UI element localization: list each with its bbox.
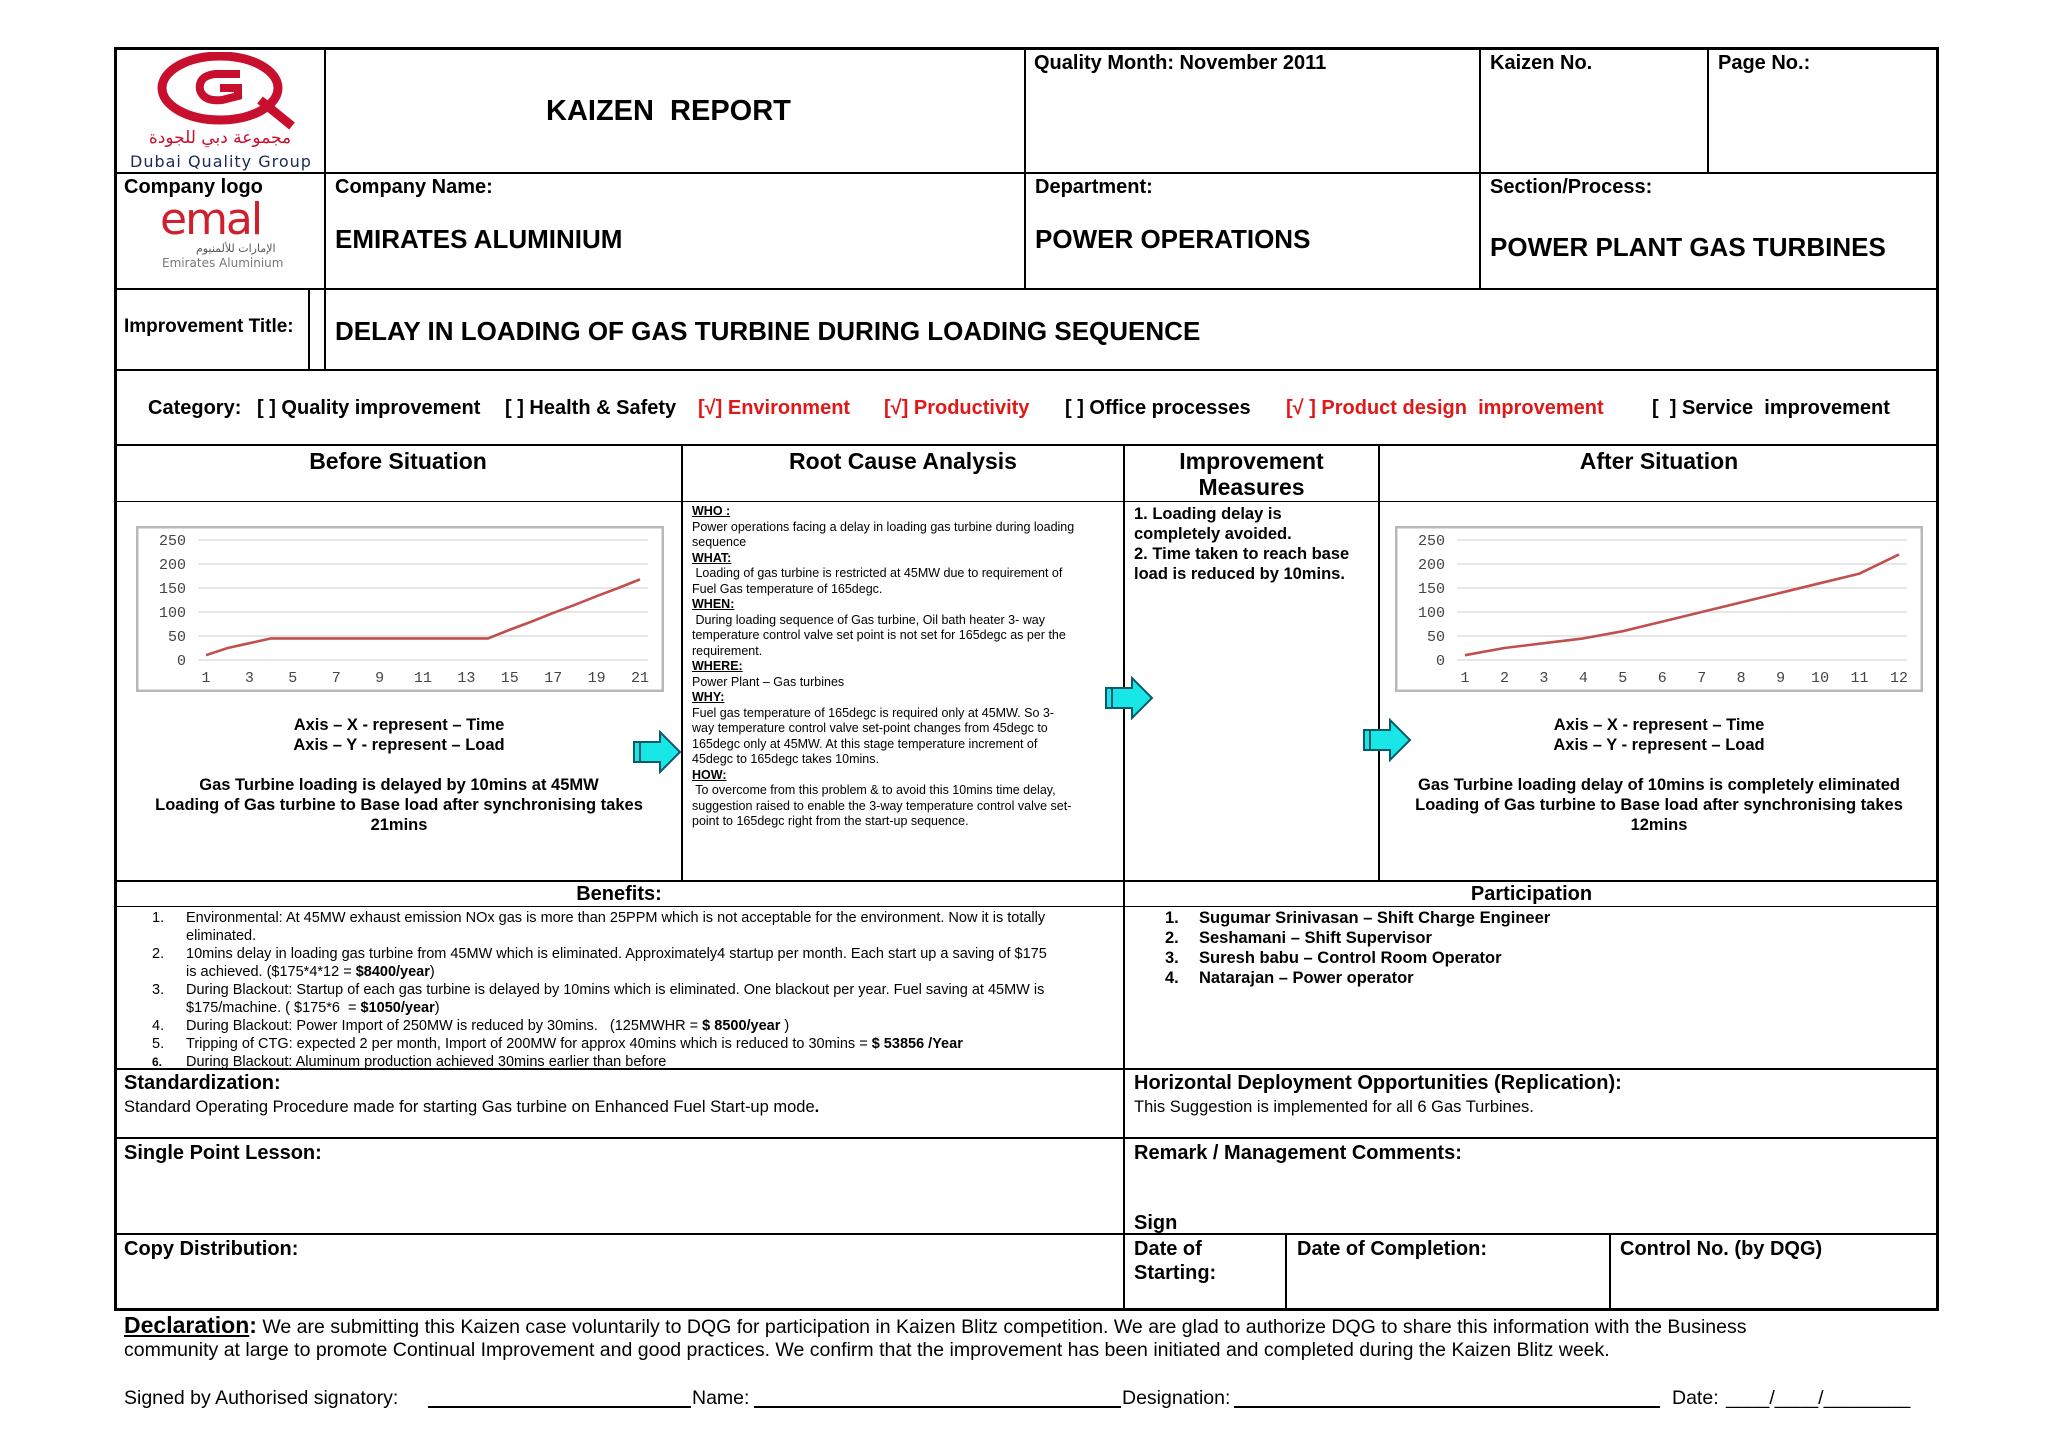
rule (1479, 47, 1481, 289)
chart-x-tick-label: 6 (1657, 670, 1667, 687)
department-value: POWER OPERATIONS (1035, 224, 1311, 254)
date-label: Date: (1672, 1387, 1719, 1409)
frame-border-left (114, 47, 117, 1311)
name-field[interactable] (754, 1406, 1121, 1408)
category-environment: [√] Environment (698, 397, 851, 419)
rule (1024, 47, 1026, 289)
date-of-completion: Date of Completion: (1297, 1238, 1487, 1260)
chart-x-tick-label: 12 (1889, 670, 1909, 687)
emal-logo-english: Emirates Aluminium (162, 256, 284, 270)
dqg-logo (120, 52, 320, 170)
rc-text: requirement. (692, 643, 763, 658)
chart-x-tick-label: 3 (244, 670, 254, 687)
improvement-title-label: Improvement Title: (124, 316, 294, 337)
benefit-item: 5. Tripping of CTG: expected 2 per month, Import of 200MW for approx 40mins which is reduced to 30mins = $ 53856 /Year (152, 1036, 963, 1052)
rc-what-heading: WHAT: (692, 550, 732, 565)
control-no: Control No. (by DQG) (1620, 1238, 1823, 1260)
category-label: Category: (148, 397, 242, 419)
benefit-item: 4. During Blackout: Power Import of 250MW is reduced by 30mins. (125MWHR = $ 8500/year ) (152, 1018, 790, 1034)
chart-x-tick-label: 10 (1811, 670, 1830, 687)
rc-why-heading: WHY: (692, 690, 725, 704)
rc-text: suggestion raised to enable the 3-way temperature control valve set- (692, 798, 1072, 813)
rule (1707, 47, 1709, 173)
after-note-2: Loading of Gas turbine to Base load after synchronising takes (1415, 796, 1903, 814)
rc-text: way temperature control valve set-point changes from 45degc to (692, 721, 1048, 735)
rc-text: To overcome from this problem & to avoid this 10mins time delay, (692, 783, 1056, 797)
category-product-design: [√ ] Product design improvement (1286, 397, 1604, 419)
rule (114, 444, 1939, 446)
participant-item: 2. Seshamani – Shift Supervisor (1165, 929, 1432, 947)
emal-logo-wordmark: emal (160, 194, 262, 245)
chart-y-tick-label: 150 (1417, 581, 1445, 598)
chart-x-tick-label: 7 (1697, 670, 1707, 687)
before-situation-title: Before Situation (309, 448, 487, 474)
frame-border-right (1936, 47, 1939, 1311)
benefit-item: 6. During Blackout: Aluminum production achieved 30mins earlier than before (152, 1054, 667, 1070)
participation-title: Participation (1470, 883, 1593, 905)
benefit-item: 2. 10mins delay in loading gas turbine from 45MW which is eliminated. Approximately4 startup per month. Each start up a saving of $175 is achieved. ($175*4*12 = $8400/year) (152, 946, 1047, 980)
chart-x-tick-label: 3 (1539, 670, 1549, 687)
benefits-title: Benefits: (576, 883, 662, 905)
date-of-starting-2: Starting: (1134, 1262, 1217, 1284)
section-label: Section/Process: (1490, 176, 1653, 198)
rule (114, 1233, 1939, 1235)
rule (1123, 444, 1125, 1310)
chart-x-tick-label: 9 (1776, 670, 1786, 687)
participant-item: 3. Suresh babu – Control Room Operator (1165, 949, 1502, 967)
chart-frame (1396, 527, 1922, 691)
measure-item: completely avoided. (1134, 525, 1292, 543)
rc-text: temperature control valve set point is not set for 165degc as per the (692, 628, 1066, 642)
category-productivity: [√] Productivity (884, 397, 1030, 419)
remark-sign: Sign (1134, 1212, 1178, 1234)
rc-text: Fuel gas temperature of 165degc is required only at 45MW. So 3- (692, 705, 1054, 720)
chart-x-tick-label: 19 (587, 670, 606, 687)
after-axis-x: Axis – X - represent – Time (1553, 716, 1765, 734)
rule (308, 288, 310, 370)
rule (114, 1137, 1939, 1139)
benefit-item: 1. Environmental: At 45MW exhaust emission NOx gas is more than 25PPM which is not acceptable for the environment. Now it is totally eliminated. (152, 910, 1046, 944)
page-no-label: Page No.: (1718, 52, 1811, 74)
arrow-right-icon (632, 730, 682, 774)
before-axis-x: Axis – X - represent – Time (293, 716, 505, 734)
declaration-line-1: Declaration: We are submitting this Kaizen case voluntarily to DQG for participation in Kaizen Blitz competition. We are glad to authorize DQG to share this information with the Business (124, 1312, 1747, 1338)
chart-frame (137, 527, 663, 691)
company-logo-label: Company logo (124, 176, 263, 198)
measure-item: 2. Time taken to reach base (1134, 545, 1350, 563)
dqg-logo-arabic: مجموعة دبي للجودة (148, 128, 292, 148)
before-axis-y: Axis – Y - represent – Load (293, 736, 505, 754)
participation-list (1165, 908, 1925, 988)
measures-title-1: Improvement (1179, 448, 1324, 474)
chart-y-tick-label: 100 (1417, 605, 1445, 622)
chart-x-tick-label: 17 (544, 670, 563, 687)
chart-x-tick-label: 7 (331, 670, 341, 687)
designation-field[interactable] (1234, 1406, 1660, 1408)
signed-by-field[interactable] (428, 1406, 691, 1408)
benefit-item: 3. During Blackout: Startup of each gas turbine is delayed by 10mins which is eliminated. One blackout per year. Fuel saving at 45MW is $175/machine. ( $175*6 = $1050/year) (152, 982, 1045, 1016)
chart-y-tick-label: 150 (158, 581, 186, 598)
single-point-lesson-title: Single Point Lesson: (124, 1142, 322, 1164)
dqg-logo-english: Dubai Quality Group (130, 152, 312, 171)
rc-text: During loading sequence of Gas turbine, Oil bath heater 3- way (692, 612, 1045, 627)
rule (1285, 1233, 1287, 1310)
chart-x-tick-label: 9 (375, 670, 385, 687)
participant-item: 1. Sugumar Srinivasan – Shift Charge Engineer (1165, 909, 1551, 927)
rc-where-heading: WHERE: (692, 659, 743, 673)
company-name-value: EMIRATES ALUMINIUM (335, 224, 623, 254)
remark-title: Remark / Management Comments: (1134, 1142, 1462, 1164)
signed-by-label: Signed by Authorised signatory: (124, 1387, 399, 1409)
chart-y-tick-label: 50 (167, 629, 186, 646)
rule (324, 47, 326, 370)
rc-text: sequence (692, 535, 747, 549)
quality-month: Quality Month: November 2011 (1034, 52, 1327, 74)
horizontal-title: Horizontal Deployment Opportunities (Replication): (1134, 1072, 1622, 1094)
rc-when-heading: WHEN: (692, 597, 735, 611)
standardization-text: Standard Operating Procedure made for starting Gas turbine on Enhanced Fuel Start-up mode. (124, 1098, 820, 1116)
chart-x-tick-label: 15 (500, 670, 519, 687)
rule (114, 501, 1939, 502)
rc-who-heading: WHO : (692, 504, 731, 518)
section-value: POWER PLANT GAS TURBINES (1490, 232, 1886, 262)
emal-logo-arabic: الإمارات للألمنيوم (196, 242, 276, 255)
kaizen-no-label: Kaizen No. (1490, 52, 1593, 74)
measures-title-2: Measures (1198, 474, 1305, 500)
chart-x-tick-label: 8 (1736, 670, 1746, 687)
dqg-logo-icon (120, 52, 320, 132)
root-cause-text (692, 504, 1122, 830)
rc-text: point to 165degc right from the start-up sequence. (692, 814, 969, 828)
after-note-3: 12mins (1630, 816, 1688, 834)
rc-text: Fuel Gas temperature of 165degc. (692, 581, 883, 596)
designation-label: Designation: (1122, 1387, 1231, 1409)
after-note-1: Gas Turbine loading delay of 10mins is completely eliminated (1418, 776, 1900, 794)
chart-x-tick-label: 2 (1499, 670, 1509, 687)
root-cause-title: Root Cause Analysis (789, 448, 1017, 474)
rc-text: 45degc to 165degc takes 10mins. (692, 752, 879, 766)
before-load-chart (136, 526, 664, 692)
rc-text: Power Plant – Gas turbines (692, 674, 845, 689)
measure-item: load is reduced by 10mins. (1134, 565, 1345, 583)
rule (114, 288, 1939, 290)
rc-text: Power operations facing a delay in loading gas turbine during loading (692, 519, 1075, 534)
frame-border-bottom (114, 1308, 1939, 1311)
company-name-label: Company Name: (335, 176, 493, 198)
category-quality: [ ] Quality improvement (257, 397, 481, 419)
department-label: Department: (1035, 176, 1153, 198)
chart-y-tick-label: 50 (1426, 629, 1445, 646)
chart-x-tick-label: 4 (1578, 670, 1588, 687)
standardization-title: Standardization: (124, 1072, 281, 1094)
rule (114, 172, 1939, 174)
date-of-starting-1: Date of (1134, 1238, 1202, 1260)
before-note-1: Gas Turbine loading is delayed by 10mins at 45MW (199, 776, 599, 794)
rule (114, 880, 1939, 882)
date-field[interactable]: ____/____/________ (1726, 1387, 1911, 1409)
chart-y-tick-label: 250 (1417, 533, 1445, 550)
rc-text: 165degc only at 45MW. At this stage temperature increment of (692, 736, 1038, 751)
measure-item: 1. Loading delay is (1134, 505, 1282, 523)
rule (114, 906, 1939, 907)
chart-x-tick-label: 13 (457, 670, 476, 687)
after-axis-y: Axis – Y - represent – Load (1553, 736, 1765, 754)
rc-text: Loading of gas turbine is restricted at 45MW due to requirement of (692, 566, 1063, 580)
horizontal-text: This Suggestion is implemented for all 6 Gas Turbines. (1134, 1098, 1534, 1116)
copy-distribution-title: Copy Distribution: (124, 1238, 299, 1260)
rule (1609, 1233, 1611, 1310)
rule (114, 369, 1939, 371)
category-service: [ ] Service improvement (1652, 397, 1890, 419)
chart-y-tick-label: 200 (1417, 557, 1445, 574)
after-situation-title: After Situation (1579, 448, 1739, 474)
report-title: KAIZEN REPORT (546, 95, 791, 127)
benefits-list (152, 909, 1122, 1071)
emal-logo (156, 194, 296, 272)
rc-how-heading: HOW: (692, 767, 727, 782)
chart-x-tick-label: 5 (1618, 670, 1628, 687)
category-health-safety: [ ] Health & Safety (505, 397, 677, 419)
participant-item: 4. Natarajan – Power operator (1165, 969, 1414, 987)
chart-y-tick-label: 250 (158, 533, 186, 550)
chart-y-tick-label: 200 (158, 557, 186, 574)
after-load-chart (1395, 526, 1923, 692)
chart-x-tick-label: 1 (201, 670, 211, 687)
declaration-label: Declaration (124, 1312, 250, 1338)
chart-y-tick-label: 100 (158, 605, 186, 622)
chart-x-tick-label: 1 (1460, 670, 1470, 687)
frame-border-top (114, 47, 1939, 50)
chart-x-tick-label: 5 (288, 670, 298, 687)
measures-list (1134, 504, 1374, 584)
chart-x-tick-label: 11 (1850, 670, 1869, 687)
improvement-title-value: DELAY IN LOADING OF GAS TURBINE DURING LOADING SEQUENCE (335, 316, 1201, 346)
declaration-line-2: community at large to promote Continual Improvement and good practices. We confirm that the improvement has been initiated and completed during the Kaizen Blitz week. (124, 1339, 1610, 1361)
chart-y-tick-label: 0 (1435, 653, 1445, 670)
name-label: Name: (692, 1387, 750, 1409)
before-note-3: 21mins (370, 816, 428, 834)
chart-x-tick-label: 11 (413, 670, 433, 687)
chart-y-tick-label: 0 (176, 653, 186, 670)
before-note-2: Loading of Gas turbine to Base load after synchronising takes (155, 796, 643, 814)
chart-x-tick-label: 21 (630, 670, 650, 687)
category-office: [ ] Office processes (1065, 397, 1251, 419)
